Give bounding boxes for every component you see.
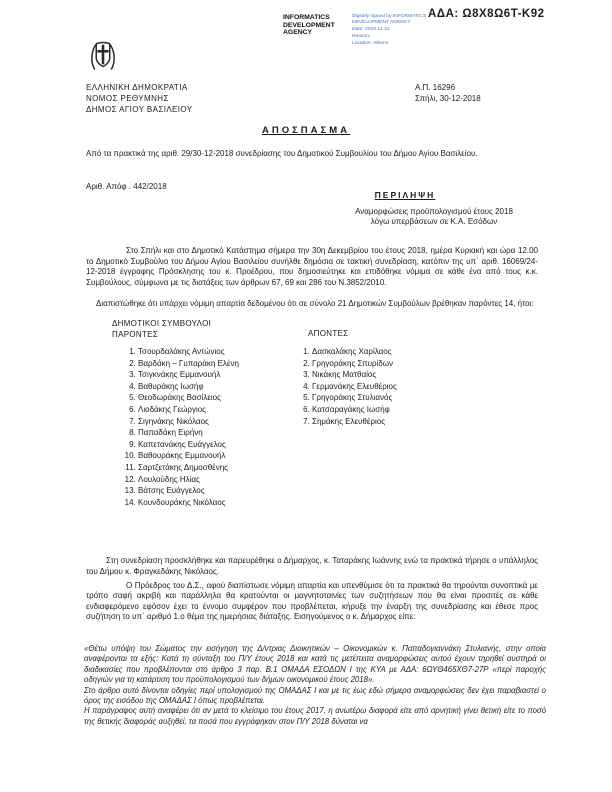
session-paragraph: Στο Σπήλι και στο Δημοτικό Κατάστημα σήμερα την 30η Δεκεμβρίου του έτους 2018, ημέρα Κυριακή και ώρα 12.00 το Δημοτικό Συμβούλιο του Δήμου Αγίου Βασιλείου συνήλθε δημόσια σε τακτική συνεδρίαση, κατόπιν της υπ΄ αριθ. 16069/24-12-2018 έγγραφης Πρόσκλησης του κ. Προέδρου, που δημοσιεύτηκε και επιδόθηκε νόμιμα σε κάθε ένα από τους κ.κ. Συμβούλους, σύμφωνα με τις διατάξεις των άρθρων 67, 69 και 286 του Ν.3852/2010. — [86, 246, 538, 287]
minutes-reference: Από τα πρακτικά της αριθ. 29/30-12-2018 συνεδρίασης του Δημοτικού Συμβουλίου του Δήμου Αγίου Βασιλείου. — [86, 149, 478, 158]
summary-title: ΠΕΡΙΛΗΨΗ — [374, 190, 436, 200]
quorum-paragraph: Διαπιστώθηκε ότι υπάρχει νόμιμη απαρτία δεδομένου ότι σε σύνολο 21 Δημοτικών Συμβούλων βρέθηκαν παρόντες 14, ήτοι: — [96, 299, 534, 308]
list-item: 13. Βάτσης Ευάγγελος — [138, 485, 308, 497]
stamp-reason: Reason: — [352, 34, 371, 39]
quote-paragraph-1: «Θέτω υπόψη του Σώματος την εισήγηση της Δ/ντριας Διοικητικών – Οικονομικών κ. Παπαδογιαννάκη Στυλιανής, στην οποία αναφέρονται τα εξής: Κατά τη σύνταξη του Π/Υ έτους 2018 και κατά τις μετέπειτα αναμορφώσεις αυτού έχουν τηρηθεί αυστηρά οι διαδικασίες που προβλέπονται στο άρθρο 3 παρ. Β.1 ΟΜΑΔΑ ΕΣΟΔΩΝ Ι της ΚΥΑ με ΑΔΑ: 6ΩΥΘ465ΧΘ7-27Ρ «περί παροχής οδηγιών για τη κατάρτιση του προϋπολογισμού των δήμων οικονομικού έτους 2018». — [84, 644, 546, 685]
list-item: 4. Γερμανάκης Ελευθέριος — [312, 381, 492, 393]
stamp-signature-details — [352, 14, 432, 48]
stamp-signed-by: Digitally signed by INFORMATICS DEVELOPMENT AGENCY — [352, 14, 427, 25]
list-item: 10. Βαθουράκης Εμμανουήλ — [138, 450, 308, 462]
president-opening-paragraph: Ο Πρόεδρος του Δ.Σ., αφού διαπίστωσε νόμιμη απαρτία και υπενθύμισε ότι τα πρακτικά θα τηρούνται συνοπτικά με τρόπο σαφή ακριβή και παράλληλα θα κρατούνται οι μαγνητοταινίες των συζητήσεων που θα είναι προσιτές σε κάθε ενδιαφερόμενο εφόσον έχει το έννομο συμφέρον που προβλέπεται, κήρυξε την έναρξη της συνεδρίασης και έθεσε προς συζήτηση το υπ΄ αριθμό 1.ο θέμα της ημερήσιας διάταξης. Εισηγούμενος ο κ. Δήμαρχος είπε: — [86, 581, 538, 621]
list-item: 8. Παπαδάκη Ειρήνη — [138, 427, 308, 439]
absent-column-header: ΑΠΟΝΤΕΣ — [308, 329, 349, 338]
list-item: 5. Γρηγοράκης Στυλιανός — [312, 392, 492, 404]
greek-emblem-icon — [88, 38, 118, 79]
present-label: ΠΑΡΟΝΤΕΣ — [112, 330, 159, 339]
mayor-attendance-paragraph: Στη συνεδρίαση προσκλήθηκε και παρευρέθηκε ο Δήμαρχος, κ. Ταταράκης Ιωάννης ενώ τα πρακτικά τήρησε ο υπάλληλος του Δήμου κ. Φραγκεδάκης Νικόλαος. — [86, 556, 538, 576]
list-item: 3. Νικάκης Ματθαίος — [312, 369, 492, 381]
decision-number: Αριθ. Απόφ . 442/2018 — [86, 182, 167, 191]
list-item: 4. Βαθυράκης Ιωσήφ — [138, 381, 308, 393]
ada-code: ΑΔΑ: Ω8Χ8Ω6Τ-Κ92 — [428, 8, 545, 20]
protocol-number: Α.Π. 16296 — [415, 83, 456, 92]
summary-subject — [312, 207, 556, 227]
list-item: 1. Δασκαλάκης Χαρίλαος — [312, 346, 492, 358]
stamp-location: Location: Athens — [352, 41, 389, 46]
list-item: 7. Σιγηνάκης Νικόλαος — [138, 416, 308, 428]
stamp-agency-name: INFORMATICS DEVELOPMENT AGENCY — [283, 14, 335, 36]
quote-paragraph-3: Η παράγραφος αυτή αναφέρει ότι αν μετά το κλείσιμο του έτους 2017, η ανωτέρω διαφορά είτε από αρνητική γίνει θετική είτε το ποσό της θετικής διαφοράς αυξηθεί, τα ποσά που εγγράφηκαν στον Π/Υ 2018 δύναται να — [84, 706, 546, 726]
list-item: 9. Καπετανάκης Ευάγγελος — [138, 439, 308, 451]
present-members-list — [120, 346, 308, 508]
letterhead — [86, 82, 193, 115]
list-item: 5. Θεοδωράκης Βασίλειος — [138, 392, 308, 404]
place-and-date: Σπήλι, 30-12-2018 — [415, 94, 481, 103]
document-title: ΑΠΟΣΠΑΣΜΑ — [261, 125, 350, 136]
letterhead-municipality: ΔΗΜΟΣ ΑΓΙΟΥ ΒΑΣΙΛΕΙΟΥ — [86, 105, 193, 114]
list-item: 7. Σημάκης Ελευθέριος — [312, 416, 492, 428]
summary-line-1: Αναμορφώσεις προϋπολογισμού έτους 2018 — [355, 207, 513, 216]
list-item: 3. Τσιγκνάκης Εμμανουήλ — [138, 369, 308, 381]
mayor-quote-block — [84, 644, 546, 727]
list-item: 6. Λιοδάκης Γεώργιος — [138, 404, 308, 416]
letterhead-prefecture: ΝΟΜΟΣ ΡΕΘΥΜΝΗΣ — [86, 94, 169, 103]
list-item: 2. Γρηγοράκης Σπυρίδων — [312, 358, 492, 370]
list-item: 14. Κουνδουράκης Νικόλαος — [138, 497, 308, 509]
letterhead-republic: ΕΛΛΗΝΙΚΗ ΔΗΜΟΚΡΑΤΙΑ — [86, 83, 188, 92]
present-column-header — [112, 318, 211, 340]
list-item: 11. Σαρτζετάκης Δημοσθένης — [138, 462, 308, 474]
list-item: 2. Βαρδάκη – Γυπαράκη Ελένη — [138, 358, 308, 370]
list-item: 1. Τσουρδαλάκης Αντώνιος — [138, 346, 308, 358]
list-item: 12. Λουλούδης Ηλίας — [138, 474, 308, 486]
stamp-date: Date: 2018.12.31 — [352, 27, 390, 32]
absent-members-list — [294, 346, 492, 427]
summary-line-2: λόγω υπερβάσεων σε Κ.Α. Εσόδων — [370, 217, 498, 226]
protocol-block — [415, 82, 481, 104]
council-members-label: ΔΗΜΟΤΙΚΟΙ ΣΥΜΒΟΥΛΟΙ — [112, 319, 212, 328]
list-item: 6. Κατσαραγάκης Ιωσήφ — [312, 404, 492, 416]
quote-paragraph-2: Στο άρθρο αυτό δίνονται οδηγίες περί υπολογισμού της ΟΜΑΔΑΣ Ι και με τις έως εδώ σήμερα αναμορφώσεις δεν έχει παραβιαστεί ο όρος της εισόδου της ΟΜΑΔΑΣ Ι όπως προβλέπεται. — [84, 685, 546, 706]
digital-signature-stamp — [283, 14, 432, 48]
